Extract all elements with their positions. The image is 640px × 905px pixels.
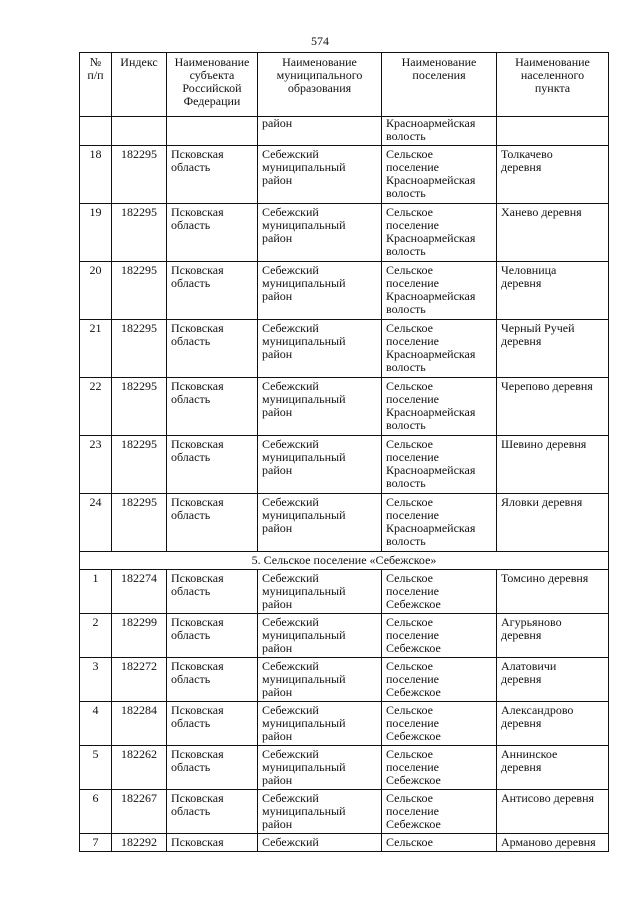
cell-index: 182272 bbox=[112, 658, 167, 702]
cell-locality: Агурьяново деревня bbox=[497, 614, 609, 658]
table-row bbox=[80, 614, 609, 658]
cell-locality: Антисово деревня bbox=[497, 790, 609, 834]
cell-subject: Псковская область bbox=[167, 262, 258, 320]
table-row bbox=[80, 436, 609, 494]
cell-municipality: Себежский муниципальный район bbox=[258, 262, 382, 320]
cell-settlement: Сельское поселение Себежское bbox=[382, 702, 497, 746]
cell-locality: Черепово деревня bbox=[497, 378, 609, 436]
cell-locality bbox=[497, 117, 609, 146]
cell-subject: Псковская область bbox=[167, 614, 258, 658]
cell-locality: Чeловница деревня bbox=[497, 262, 609, 320]
cell-settlement: Сельское поселение Красноармейская волость bbox=[382, 436, 497, 494]
cell-subject bbox=[167, 117, 258, 146]
cell-settlement: Сельское поселение Красноармейская волость bbox=[382, 320, 497, 378]
header-locality: Наименование населенного пункта bbox=[497, 53, 609, 117]
cell-settlement: Сельское поселение Себежское bbox=[382, 658, 497, 702]
cell-settlement: Сельское bbox=[382, 834, 497, 852]
cell-num bbox=[80, 117, 112, 146]
cell-municipality: Себежский муниципальный район bbox=[258, 320, 382, 378]
header-num: № п/п bbox=[80, 53, 112, 117]
header-subject: Наименование субъекта Российской Федерации bbox=[167, 53, 258, 117]
cell-index: 182284 bbox=[112, 702, 167, 746]
cell-locality: Аннинское деревня bbox=[497, 746, 609, 790]
cell-num: 5 bbox=[80, 746, 112, 790]
cell-municipality: Себежский муниципальный район bbox=[258, 790, 382, 834]
header-municipality: Наименование муниципального образования bbox=[258, 53, 382, 117]
cell-subject: Псковская область bbox=[167, 746, 258, 790]
cell-num: 2 bbox=[80, 614, 112, 658]
cell-subject: Псковская область bbox=[167, 702, 258, 746]
cell-settlement: Красноармейская волость bbox=[382, 117, 497, 146]
table-row bbox=[80, 320, 609, 378]
table-row bbox=[80, 146, 609, 204]
header-index: Индекс bbox=[112, 53, 167, 117]
cell-index: 182299 bbox=[112, 614, 167, 658]
page-number: 574 bbox=[311, 34, 329, 48]
cell-subject: Псковская область bbox=[167, 146, 258, 204]
cell-index: 182295 bbox=[112, 378, 167, 436]
cell-num: 19 bbox=[80, 204, 112, 262]
table-row bbox=[80, 262, 609, 320]
section-title: 5. Сельское поселение «Себежское» bbox=[80, 552, 609, 570]
cell-municipality: Себежский муниципальный район bbox=[258, 702, 382, 746]
cell-subject: Псковская область bbox=[167, 436, 258, 494]
cell-num: 7 bbox=[80, 834, 112, 852]
cell-municipality: Себежский муниципальный район bbox=[258, 378, 382, 436]
cell-municipality: Себежский bbox=[258, 834, 382, 852]
table-row bbox=[80, 494, 609, 552]
cell-municipality: Себежский муниципальный район bbox=[258, 204, 382, 262]
table-row bbox=[80, 658, 609, 702]
cell-subject: Псковская область bbox=[167, 204, 258, 262]
cell-settlement: Сельское поселение Себежское bbox=[382, 614, 497, 658]
cell-index: 182295 bbox=[112, 204, 167, 262]
cell-locality: Алатовичи деревня bbox=[497, 658, 609, 702]
cell-settlement: Сельское поселение Себежское bbox=[382, 790, 497, 834]
cell-municipality: Себежский муниципальный район bbox=[258, 436, 382, 494]
cell-num: 23 bbox=[80, 436, 112, 494]
settlements-table bbox=[79, 52, 609, 852]
table-row bbox=[80, 790, 609, 834]
cell-index: 182295 bbox=[112, 146, 167, 204]
table-header-row bbox=[80, 53, 609, 117]
cell-subject: Псковская область bbox=[167, 494, 258, 552]
cell-num: 1 bbox=[80, 570, 112, 614]
cell-locality: Толкачево деревня bbox=[497, 146, 609, 204]
table-row bbox=[80, 204, 609, 262]
table-row bbox=[80, 834, 609, 852]
cell-municipality: Себежский муниципальный район bbox=[258, 494, 382, 552]
continuation-row bbox=[80, 117, 609, 146]
table-row bbox=[80, 570, 609, 614]
table-row bbox=[80, 702, 609, 746]
cell-municipality: Себежский муниципальный район bbox=[258, 146, 382, 204]
cell-index: 182295 bbox=[112, 436, 167, 494]
cell-index: 182295 bbox=[112, 262, 167, 320]
cell-municipality: Себежский муниципальный район bbox=[258, 658, 382, 702]
cell-municipality: район bbox=[258, 117, 382, 146]
cell-municipality: Себежский муниципальный район bbox=[258, 614, 382, 658]
cell-locality: Яловки деревня bbox=[497, 494, 609, 552]
cell-num: 4 bbox=[80, 702, 112, 746]
cell-num: 18 bbox=[80, 146, 112, 204]
cell-index: 182274 bbox=[112, 570, 167, 614]
cell-num: 3 bbox=[80, 658, 112, 702]
cell-index bbox=[112, 117, 167, 146]
cell-index: 182292 bbox=[112, 834, 167, 852]
cell-locality: Ханево деревня bbox=[497, 204, 609, 262]
cell-municipality: Себежский муниципальный район bbox=[258, 570, 382, 614]
cell-num: 21 bbox=[80, 320, 112, 378]
cell-index: 182262 bbox=[112, 746, 167, 790]
cell-settlement: Сельское поселение Красноармейская волость bbox=[382, 494, 497, 552]
header-settlement: Наименование поселения bbox=[382, 53, 497, 117]
cell-settlement: Сельское поселение Красноармейская волость bbox=[382, 146, 497, 204]
cell-settlement: Сельское поселение Себежское bbox=[382, 570, 497, 614]
cell-subject: Псковская bbox=[167, 834, 258, 852]
cell-num: 22 bbox=[80, 378, 112, 436]
cell-subject: Псковская область bbox=[167, 658, 258, 702]
table-row bbox=[80, 746, 609, 790]
cell-index: 182295 bbox=[112, 494, 167, 552]
cell-locality: Шевино деревня bbox=[497, 436, 609, 494]
cell-subject: Псковская область bbox=[167, 790, 258, 834]
cell-subject: Псковская область bbox=[167, 378, 258, 436]
cell-settlement: Сельское поселение Красноармейская волость bbox=[382, 378, 497, 436]
cell-locality: Арманово деревня bbox=[497, 834, 609, 852]
cell-subject: Псковская область bbox=[167, 570, 258, 614]
section-heading-row bbox=[80, 552, 609, 570]
table-row bbox=[80, 378, 609, 436]
cell-index: 182295 bbox=[112, 320, 167, 378]
cell-num: 20 bbox=[80, 262, 112, 320]
cell-locality: Александрово деревня bbox=[497, 702, 609, 746]
cell-settlement: Сельское поселение Красноармейская волость bbox=[382, 204, 497, 262]
cell-settlement: Сельское поселение Себежское bbox=[382, 746, 497, 790]
cell-locality: Томсино деревня bbox=[497, 570, 609, 614]
cell-num: 6 bbox=[80, 790, 112, 834]
cell-subject: Псковская область bbox=[167, 320, 258, 378]
cell-municipality: Себежский муниципальный район bbox=[258, 746, 382, 790]
cell-index: 182267 bbox=[112, 790, 167, 834]
cell-settlement: Сельское поселение Красноармейская волость bbox=[382, 262, 497, 320]
cell-num: 24 bbox=[80, 494, 112, 552]
cell-locality: Черный Ручей деревня bbox=[497, 320, 609, 378]
